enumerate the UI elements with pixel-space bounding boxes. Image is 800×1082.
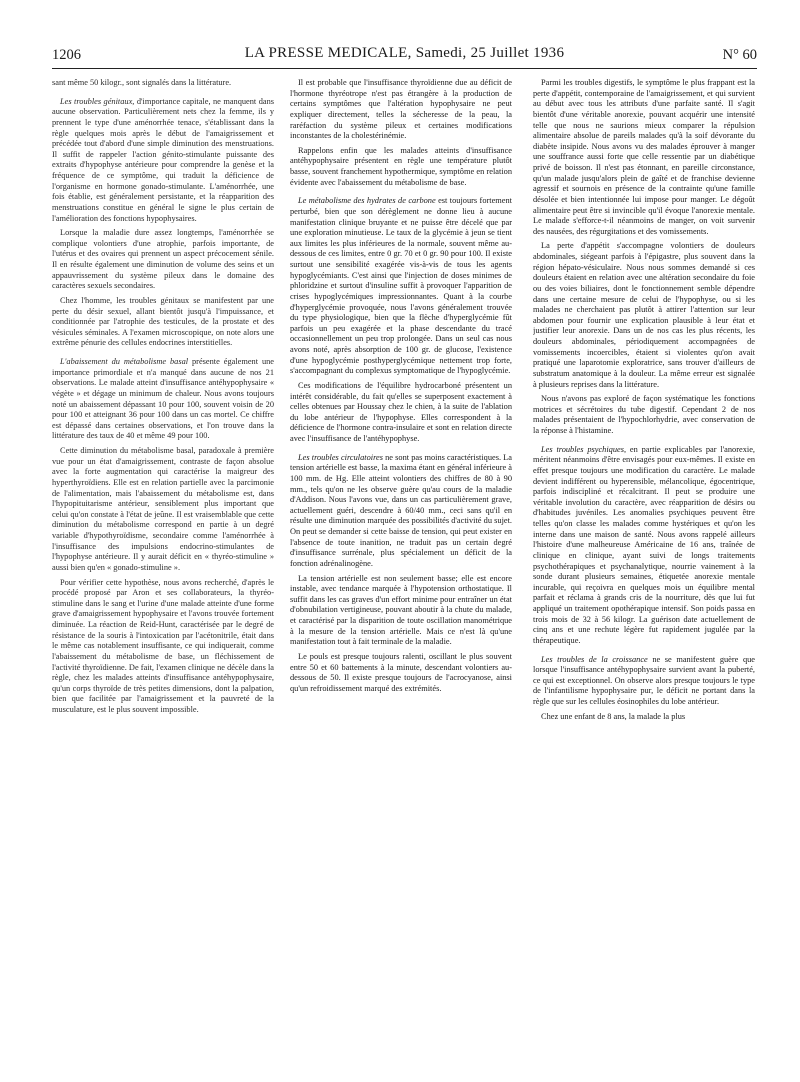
paragraph-lead: L'abaissement du métabolisme basal: [60, 357, 189, 366]
paragraph: [52, 578, 274, 716]
paragraph-text: , en partie explicables par l'anorexie, méritent néanmoins d'être envisagés pour eux-mêmes. Il existe en effet presque toujours une modification du caractère. Le malade devient indifférent ou hyperensible, mélancolique, égocentrique, parfois indiscipliné et récalcitrant. Il peut se produire une véritable involution du caractère, avec réapparition de désirs ou d'habitudes juvéniles. Les anomalies psychiques peuvent être telles qu'on classe les malades comme hystériques et qu'on les interne dans une maison de santé. Nous avons rappelé ailleurs l'histoire d'une malheureuse Américaine de 16 ans, traînée de clinique en clinique, ayant suivi de longs traitements psychothérapiques et psychanalytique, nourrie vainement à la sonde durant plusieurs semaines, étiquetée anorexie mentale incurable, qui reçoivra en quelques mois un équilibre mental parfait et réclama à grands cris de la nourriture, dès que lui fut appliqué un traitement opothérapique intensif. Son poids passa en trois mois de 32 à 56 kilogr. La guérison date actuellement de cinq ans et une rechute légère fut rapidement jugulée par la thérapeutique.: [533, 444, 755, 645]
paragraph-text: ne se manifestent guère que lorsque l'insuffisance antéhypophysaire survient avant la puberté, ce qui est exceptionnel. On observe alors presque toujours le type de l'infantilisme hypophysaire pur, le déficit ne portant dans la règle que sur les cellules éosinophiles du lobe antérieur.: [533, 654, 755, 706]
text-column-3: [533, 78, 755, 1073]
paragraph: [290, 453, 512, 570]
paragraph: [52, 296, 274, 349]
paragraph-text: sant même 50 kilogr., sont signalés dans la littérature.: [52, 78, 232, 87]
paragraph: [52, 446, 274, 574]
page-header: [52, 45, 757, 67]
paragraph: [290, 78, 512, 142]
paragraph: [52, 78, 274, 89]
paragraph-text: , d'importance capitale, ne manquent dans aucune observation. Particulièrement nets chez la femme, ils y prennent le type d'une aménorrhée tenace, s'établissant dans la règle quelques mois après le début de l'amaigrissement et précédée tout d'abord d'une simple diminution des menstruations. Il suffit de rappeler l'action génito-stimulante puissante des extraits d'hypophyse antérieure pour comprendre la genèse et la fréquence de ce symptôme, qui traduit la déficience de l'organisme en hormone gonado-stimulante. L'aménorrhée, une fois établie, est généralement persistante, et la réapparition des menstruations constitue en général le signe le plus certain de l'amélioration des fonctions hypophysaires.: [52, 96, 274, 223]
paragraph: [52, 228, 274, 292]
paragraph-text: Rappelons enfin que les malades atteints d'insuffisance antéhypophysaire présentent en règle une température plutôt basse, souvent franchement hypothermique, symptôme en relation évidente avec l'abaissement du métabolisme de base.: [290, 145, 512, 187]
paragraph-lead: Les troubles psychiques: [541, 444, 624, 454]
paragraph-text: Pour vérifier cette hypothèse, nous avons recherché, d'après le procédé proposé par Aron et ses collaborateurs, la thyréo-stimuline dans le sang et l'urine d'une malade atteinte d'une forme grave d'amaigrissement hypophysaire et l'avons trouvée fortement diminuée. La réaction de Reid-Hunt, caractérisée par le degré de résistance de la souris à l'intoxication par l'acétonitrile, était dans le même cas notablement insuffisante, ce qui indiquerait, comme l'abaissement du métabolisme de base, un fléchissement de l'activité thyroïdienne. De fait, l'examen clinique ne décèle dans la règle, chez les malades atteints d'insuffisance antéhypophysaire, qu'un corps thyroïde de très petites dimensions, dont la palpation, bien que facilitée par l'amaigrissement et la pauvreté de la musculature, est le plus souvent impossible.: [52, 577, 274, 714]
paragraph: [290, 146, 512, 189]
paragraph: [533, 78, 755, 237]
paragraph-text: présente également une importance primordiale et n'a manqué dans aucune de nos 21 observations. Le malade atteint d'insuffisance antéhypophysaire « végète » et dégage un minimum de chaleur. Nous avons toujours noté un abaissement dépassant 10 pour 100, souvent voisin de 20 pour 100 et atteignant 36 pour 100 dans un cas mortel. Ce chiffre est dépassé dans certaines observations, et l'on trouve dans la littérature des taux de 40 et même 49 pour 100.: [52, 357, 274, 441]
paragraph: [290, 196, 512, 377]
paragraph-lead: Les troubles circulatoires: [298, 452, 383, 462]
paragraph-text: Chez une enfant de 8 ans, la malade la plus: [541, 711, 686, 721]
paragraph-lead: Les troubles génitaux: [60, 96, 133, 106]
paragraph-text: Nous n'avons pas exploré de façon systématique les fonctions motrices et sécrétoires du tube digestif. Cependant 2 de nos malades présentaient de l'hypochlorhydrie, avec conservation de la réponse à l'histamine.: [533, 394, 755, 435]
paragraph-text: Ces modifications de l'équilibre hydrocarboné présentent un intérêt considérable, du fait qu'elles se superposent exactement à celles obtenues par Houssay chez le chien, à la suite de l'ablation du lobe antérieur de l'hypophyse. Elles correspondent à la déficience de l'hormone contra-insulaire et sont en relation directe avec l'insuffisance de l'antéhypophyse.: [290, 380, 512, 443]
paragraph: [533, 655, 755, 708]
paragraph-text: Lorsque la maladie dure assez longtemps, l'aménorrhée se complique volontiers d'une atrophie, parfois importante, de l'utérus et des ovaires qui prennent un aspect précocement sénile. Il en résulte également une diminution de volume des seins et un appauvrissement du système pileux dans le domaine des caractères sexuels secondaires.: [52, 228, 274, 291]
paragraph: [290, 652, 512, 695]
paragraph-text: Chez l'homme, les troubles génitaux se manifestent par une perte du désir sexuel, allant bientôt jusqu'à l'impuissance, et conditionnée par l'atrophie des testicules, de la prostate et des vésicules séminales. A l'examen microscopique, on note alors une extrême pénurie des cellules endocrines interstitielles.: [52, 295, 274, 348]
issue-number: N° 60: [722, 47, 757, 63]
header-rule: [52, 68, 757, 69]
text-column-1: [52, 78, 274, 1073]
text-column-2: [290, 78, 512, 1073]
paragraph-text: Parmi les troubles digestifs, le symptôme le plus frappant est la perte d'appétit, contemporaine de l'amaigrissement, et qui survient au début avec tous les attributs d'une parfaite santé. Il s'agit bientôt d'une véritable anorexie, pouvant acquérir une intensité telle que nous ne saurions mieux comparer la répulsion alimentaire absolue de pareils malades qu'à la soif dévorante du diabète insipide. Nous avons vu des malades éprouver à manger une souffrance aussi forte que celle ressentie par un diabétique privé de boisson. Il n'est pas étonnant, en pareille circonstance, qu'un malade jusqu'alors plein de gaîté et de franchise devienne agressif et sournois en présence de la contrainte qu'une famille désolée et bien intentionnée lui impose pour manger. Le dégoût alimentaire peut être si invincible qu'il évoque l'anorexie mentale. Le malade s'efforce-t-il néanmoins de manger, on voit survenir des nausées, des régurgitations et des vomissements.: [533, 78, 755, 236]
paragraph-lead: Les troubles de la croissance: [541, 654, 648, 664]
paragraph: [533, 712, 755, 723]
paragraph-text: Il est probable que l'insuffisance thyroïdienne due au déficit de l'hormone thyréotrope n'est pas étrangère à la production de certains symptômes que l'altération hypophysaire ne peut expliquer directement, telles la sécheresse de la peau, la raréfaction du système pileux et certaines modifications inconstantes de la cholestérinémie.: [290, 78, 512, 141]
paragraph-text: Cette diminution du métabolisme basal, paradoxale à première vue pour un état d'amaigrissement, contraste de façon absolue avec la forte augmentation qui caractérise la maigreur des hyperthyroïdiens. Elle est en relation partielle avec la parcimonie de l'alimentation, mais l'abaissement du métabolisme est, dans l'hypopituitarisme antérieur, sensiblement plus important que celui qu'on constate à l'état de jeûne. Il est vraisemblable que cette diminution du métabolisme correspond en partie à un degré variable d'hypothyroïdisme, secondaire comme l'aménorrhée à l'insuffisance des impulsions endocrino-stimulantes de l'hypophyse antérieure. Il y aurait déficit en « thyréo-stimuline » aussi bien qu'en « gonado-stimuline ».: [52, 446, 274, 572]
paragraph: [290, 381, 512, 445]
paragraph: [52, 357, 274, 442]
paragraph: [533, 394, 755, 437]
paragraph: [52, 97, 274, 225]
paragraph-lead: Le métabolisme des hydrates de carbone: [298, 196, 436, 206]
paragraph: [533, 445, 755, 647]
paragraph: [533, 241, 755, 390]
paragraph: [290, 574, 512, 648]
journal-title: LA PRESSE MEDICALE, Samedi, 25 Juillet 1936: [244, 45, 565, 61]
page-number: 1206: [52, 47, 81, 63]
paragraph-text: La tension artérielle est non seulement basse; elle est encore instable, avec tendance marquée à l'hypotension orthostatique. Il suffit dans les cas graves d'un effort minime pour entraîner un état d'obnubilation vertigineuse, pouvant aboutir à la chute du malade, et caractérisé par la disparition de toute oscillation manométrique à la mesure de la tension artérielle. Mais ce n'est là qu'une manifestation tout à fait terminale de la maladie.: [290, 573, 512, 647]
paragraph-text: Le pouls est presque toujours ralenti, oscillant le plus souvent entre 50 et 60 battements à la minute, descendant volontiers au-dessous de 50. Il existe presque toujours de l'acrocyanose, ainsi qu'un refroidissement marqué des extrémités.: [290, 651, 512, 693]
paragraph-text: est toujours fortement perturbé, bien que son dérèglement ne donne lieu à aucune manifestation clinique bruyante et ne puisse être décelé que par une exploration minutieuse. Le taux de la glycémie à jeun se tient aux limites les plus inférieures de la normale, souvent même au-dessous de ces limites, entre 0 gr. 70 et 0 gr. 90 pour 100. Il existe surtout une sensibilité exagérée vis-à-vis de tous les agents hypoglycémiants. C'est ainsi que l'injection de doses minimes de phloridzine et surtout d'insuline suffit à provoquer l'apparition de crises hypoglycémiques impressionnantes. Quant à la courbe d'hyperglycémie provoquée, nous l'avons généralement trouvée du type physiologique, bien que la flèche d'hyperglycémie fût parfois un peu exagérée et la phase descendante du tracé occasionnellement un peu trop prolongée. Dans un seul cas nous avons noté, après absorption de 100 gr. de glucose, l'existence d'une hypoglycémie posthyperglycémique nettement trop forte, s'accompagnant du complexus symptomatique de l'hypoglycémie.: [290, 196, 512, 376]
paragraph-text: La perte d'appétit s'accompagne volontiers de douleurs abdominales, siégeant parfois à l'épigastre, plus souvent dans la région hépato-vésiculaire. Nous nous sommes demandé si ces douleurs étaient en relation avec une altération secondaire du foie ou des voies biliaires, dont le fonctionnement semble dépendre dans une certaine mesure de celui de l'hypophyse, ou si les malades ne cherchaient pas plutôt à attirer l'attention sur leur abdomen pour fournir une explication plausible à leur état et justifier leur anorexie. Dans un de nos cas les plus récents, les douleurs abdominales, périodiquement accompagnées de vomissements incoercibles, étaient si violentes qu'on avait pratiqué une laparotomie exploratrice, sans trouver d'ailleurs de substratum anatomique à la douleur. La même erreur est signalée à plusieurs reprises dans la littérature.: [533, 241, 755, 389]
paragraph-text: ne sont pas moins caractéristiques. La tension artérielle est basse, la maxima étant en général inférieure à 100 mm. de Hg. Elle atteint volontiers des chiffres de 80 à 90 mm., tels qu'on ne les observe guère qu'au cours de la maladie d'Addison. Nous l'avons vue, dans un cas particulièrement grave, actuellement guéri, descendre à 60/40 mm., ceci sans qu'il en résulte une diminution marquée des possibilités d'activité du sujet. On peut se demander si cette baisse de tension, qui peut exister en l'absence de toute inanition, ne traduit pas un certain degré d'insuffisance surrénale, plus spécialement un déficit de la fonction adrénalinogène.: [290, 452, 512, 568]
